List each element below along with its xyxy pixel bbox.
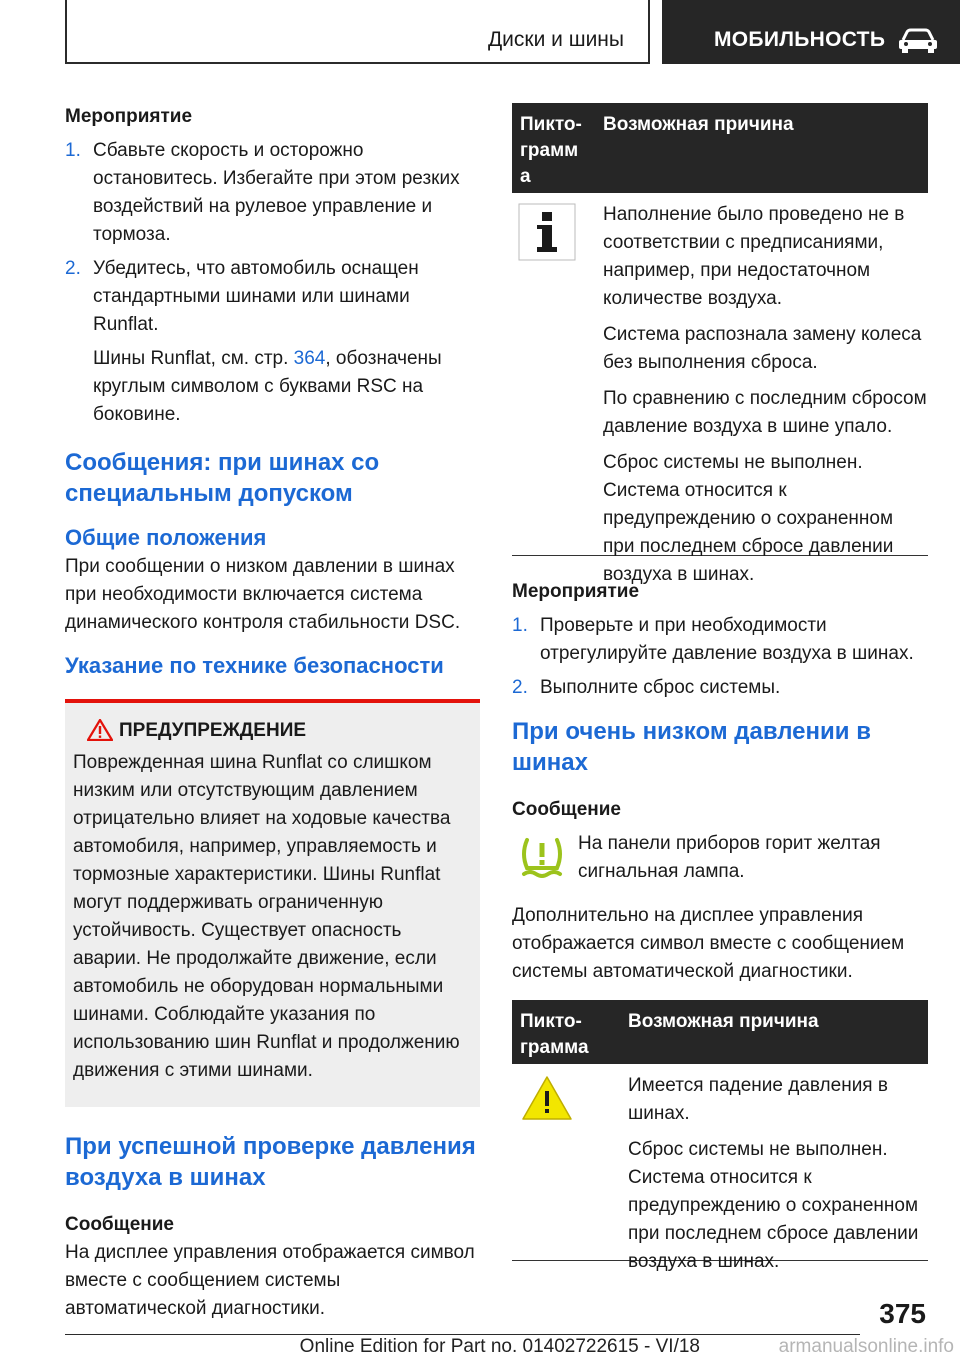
info-icon [518,203,576,261]
section-heading-success: При успешной проверке давления воздуха в шинах [65,1133,476,1191]
step-number: 2. [512,677,528,698]
warning-lamp-message [512,830,928,892]
additional-text: Дополнительно на дисплее управления отображается символ вместе с сообщением системы автоматической диагностики. [512,905,905,982]
chapter-title: МОБИЛЬНОСТЬ [714,28,886,51]
step-number: 1. [65,140,81,161]
step-text: Убедитесь, что автомобиль оснащен стандартными шинами или шинами Runflat. [93,258,419,335]
car-icon [897,28,939,54]
table-header [512,1000,928,1064]
right-steps [512,612,928,702]
message-label: Сообщение [65,1214,174,1235]
table-row [512,193,928,585]
lamp-text: На панели приборов горит желтая сигнальная лампа. [578,833,881,882]
runflat-note: Шины Runflat, см. стр. 364, обозначены круглым символом с буквами RSC на боковине. [93,348,442,425]
page-number: 375 [879,1298,926,1329]
column-header-cause: Возможная причина [628,1011,819,1032]
header-chapter-tab[interactable] [662,0,960,64]
pictogram-table-1 [512,103,928,585]
step-number: 1. [512,615,528,636]
general-text: При сообщении о низком давлении в шинах при необходимости включается система динамического контроля стабильности DSC. [65,556,461,633]
tire-pressure-warning-icon [518,836,566,880]
header-frame [65,0,650,64]
warning-yellow-triangle-icon [520,1074,574,1122]
pictogram-table-2 [512,1000,928,1272]
table-description: Наполнение было проведено не в соответствии с предписаниями, например, при недостаточном количестве воздуха. Система распознала замену колеса без выполнения сброса. По сравнению с последним сбросом давление воздуха в шине упало. Сброс системы не выполнен. Система относится к предупреждению о сохраненном при последнем сбросе давлении воздуха в шинах. [603,204,927,585]
page-link[interactable]: 364 [293,348,326,369]
step-number: 2. [65,258,81,279]
column-header-pictogram: Пикто- грамм а [520,114,582,187]
subheading-safety: Указание по технике безопасности [65,653,444,678]
column-header-cause: Возможная причина [603,114,794,135]
table-row [512,1064,928,1272]
section-heading-messages: Сообщения: при шинах со специальным допуском [65,449,380,507]
table-description: Имеется падение давления в шинах. Сброс системы не выполнен. Система относится к предупреждению о сохраненном при последнем сбросе давлении воздуха в шинах. [628,1075,919,1272]
list-item [512,612,928,668]
left-steps [65,137,480,429]
section-heading-low-pressure: При очень низком давлении в шинах [512,718,871,776]
column-header-pictogram: Пикто- грамма [520,1011,589,1058]
edition-text: Online Edition for Part no. 01402722615 - VI/18 [299,1336,700,1357]
measures-label-right: Мероприятие [512,581,640,602]
list-item [512,674,928,702]
warning-box [65,699,480,1107]
success-text: На дисплее управления отображается символ вместе с сообщением системы автоматической диагностики. [65,1242,475,1319]
warning-triangle-icon [87,719,113,741]
step-text: Проверьте и при необходимости отрегулируйте давление воздуха в шинах. [540,615,914,664]
list-item [65,137,480,249]
step-text: Выполните сброс системы. [540,677,781,698]
footer-divider [65,1334,860,1335]
warning-text: Поврежденная шина Runflat со слишком низким или отсутствующим давлением отрицательно влияет на ходовые качества автомобиля, например, управляемость и тормозные характеристики. Шины Runflat могут поддерживать ограниченную устойчивость. Существует опасность аварии. Не продолжайте движение, если автомобиль не оборудован нормальными шинами. Соблюдайте указания по использованию шин Runflat и продолжению движения с этими шинами. [73,752,460,1081]
warning-title: ПРЕДУПРЕЖДЕНИЕ [73,717,470,745]
list-item [65,255,480,429]
step-text: Сбавьте скорость и осторожно остановитесь. Избегайте при этом резких воздействий на рулевое управление и тормоза. [93,140,460,245]
message-label-right: Сообщение [512,799,621,820]
site-watermark: armanualsonline.info [778,1336,954,1357]
header-section-title: Диски и шины [487,28,624,51]
subheading-general: Общие положения [65,525,267,550]
measures-label: Мероприятие [65,106,193,127]
right-column [512,103,928,1272]
table-header [512,103,928,193]
left-column [65,103,480,1323]
